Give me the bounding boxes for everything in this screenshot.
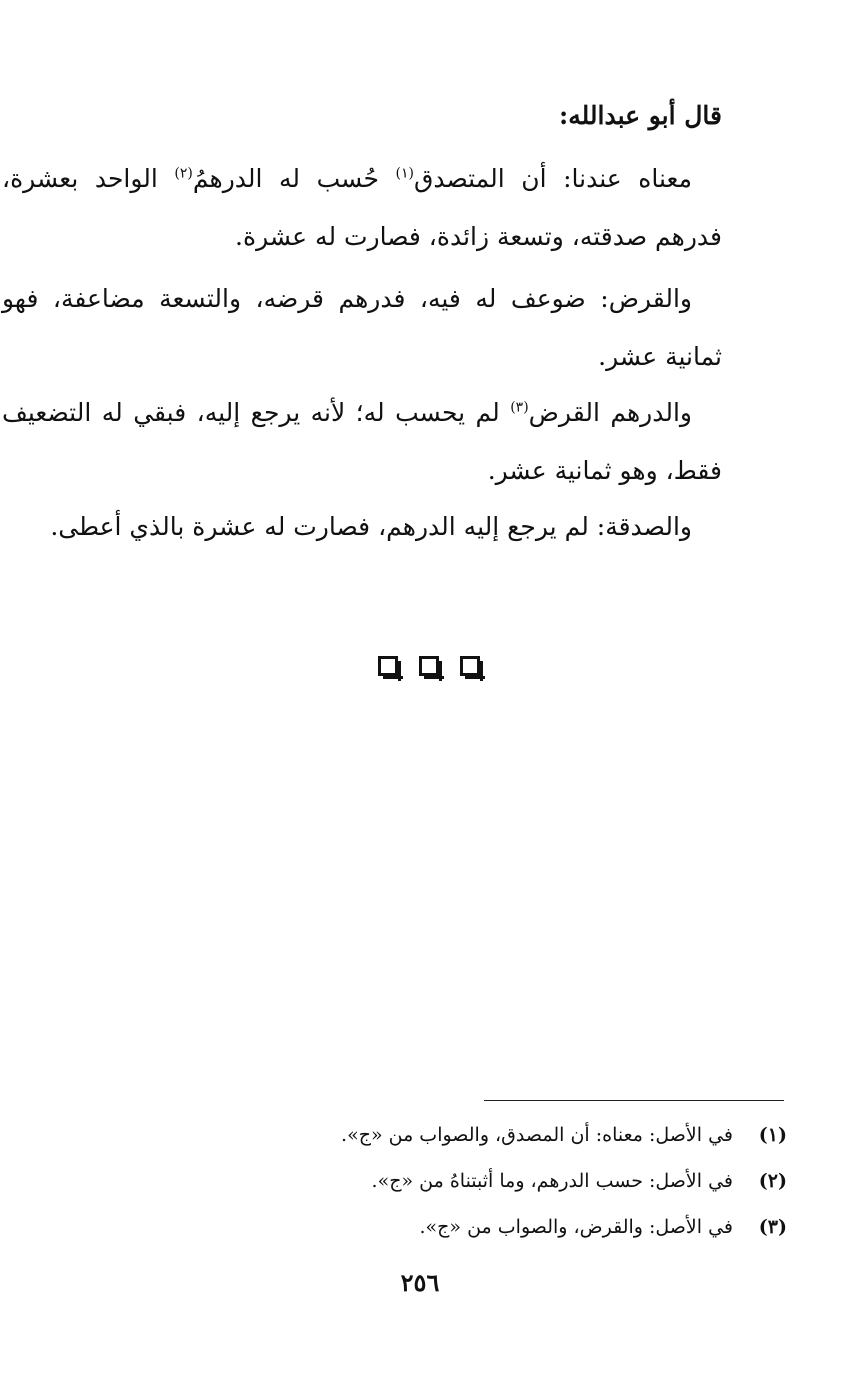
ornament-square-icon <box>378 656 398 676</box>
paragraph-4-text: والصدقة: لم يرجع إليه الدرهم، فصارت له عشرة بالذي أعطى. <box>50 512 692 541</box>
paragraph-4 <box>2 498 722 556</box>
ornament-square-icon <box>460 656 480 676</box>
paragraph-2 <box>2 270 722 386</box>
paragraph-1-text-b: حُسب له الدرهمُ <box>192 164 396 193</box>
footnote-3-number: (٣) <box>758 1216 787 1238</box>
footnote-ref-1: (١) <box>395 165 414 182</box>
footnote-2-number: (٢) <box>758 1170 787 1192</box>
section-divider-ornament <box>378 656 480 682</box>
footnote-2 <box>147 1158 787 1204</box>
footnote-3 <box>147 1204 787 1250</box>
paragraph-1-text-a: معناه عندنا: أن المتصدق <box>413 164 692 193</box>
paragraph-2-text: والقرض: ضوعف له فيه، فدرهم قرضه، والتسعة مضاعفة، فهو ثمانية عشر. <box>2 284 722 371</box>
page-number: ٢٥٦ <box>400 1268 440 1297</box>
footnote-2-text: في الأصل: حسب الدرهم، وما أثبتناهُ من «ج». <box>371 1170 733 1192</box>
ornament-square-icon <box>419 656 439 676</box>
paragraph-3-text-a: والدرهم القرض <box>528 398 693 427</box>
footnote-separator <box>484 1100 784 1101</box>
footnote-ref-2: (٢) <box>174 165 193 182</box>
footnote-ref-3: (٣) <box>510 399 529 416</box>
footnote-1 <box>147 1112 787 1158</box>
footnote-3-text: في الأصل: والقرض، والصواب من «ج». <box>419 1216 733 1238</box>
footnote-1-number: (١) <box>758 1124 787 1146</box>
section-heading: قال أبو عبدالله: <box>558 101 722 130</box>
paragraph-1-text-c: الواحد بعشرة، فدرهم صدقته، وتسعة زائدة، فصارت له عشرة. <box>2 164 722 251</box>
footnote-1-text: في الأصل: معناه: أن المصدق، والصواب من «ج». <box>341 1124 733 1146</box>
paragraph-1 <box>2 150 722 266</box>
paragraph-3-text-b: لم يحسب له؛ لأنه يرجع إليه، فبقي له التضعيف فقط، وهو ثمانية عشر. <box>2 398 722 485</box>
footnotes <box>147 1112 787 1250</box>
paragraph-3 <box>2 384 722 500</box>
